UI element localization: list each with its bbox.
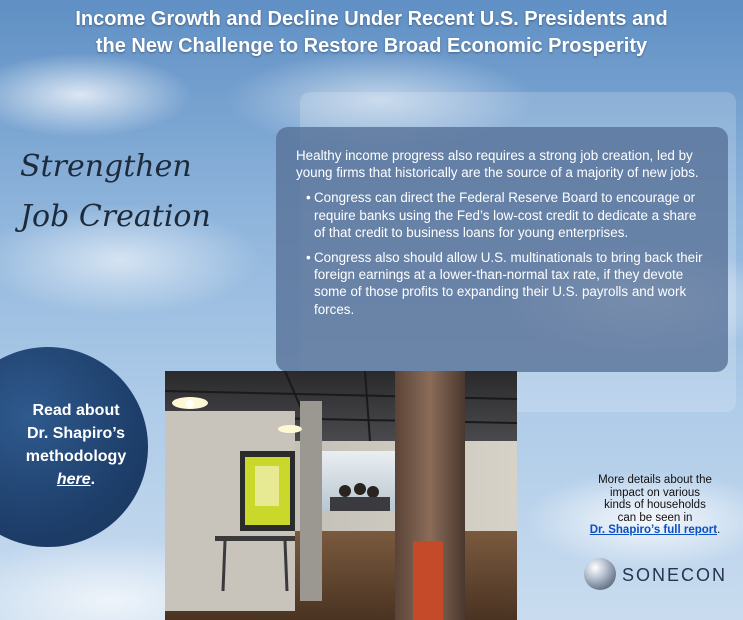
methodology-callout	[0, 347, 148, 547]
section-heading-line-1: Strengthen	[20, 149, 192, 184]
list-item-text: Congress also should allow U.S. multinationals to bring back their foreign earnings at a lower-than-normal tax rate, if they devote some of those profits to expanding their U.S. payrolls and work forces.	[314, 250, 703, 317]
section-heading-line-2: Job Creation	[20, 199, 211, 234]
details-line-5	[580, 524, 730, 537]
details-period: .	[717, 524, 721, 536]
office-photo-image	[165, 371, 517, 620]
page-title	[0, 6, 743, 60]
details-line-4: can be seen in	[617, 511, 693, 524]
details-line-3: kinds of households	[604, 499, 706, 511]
details-note	[580, 474, 730, 537]
recommendation-list	[296, 189, 706, 317]
logo-wordmark: SONECON	[622, 565, 728, 585]
methodology-period: .	[90, 471, 96, 488]
page-title-line-2: the New Challenge to Restore Broad Economic Prosperity	[95, 35, 648, 57]
bullet-icon: •	[306, 190, 311, 206]
panel-intro: Healthy income progress also requires a strong job creation, led by young firms that historically are the source of a majority of new jobs.	[296, 148, 699, 181]
methodology-line-2: Dr. Shapiro’s	[26, 425, 126, 442]
list-item	[306, 189, 706, 241]
list-item-text: Congress can direct the Federal Reserve Board to encourage or require banks using the Fed’s low-cost credit to dedicate a share of that credit to business loans for young enterprises.	[314, 190, 697, 240]
methodology-line-3: methodology	[25, 448, 127, 465]
methodology-line-4	[4, 468, 148, 491]
details-line-2: impact on various	[609, 486, 701, 499]
bullet-icon: •	[306, 250, 311, 266]
content-panel	[276, 127, 728, 372]
methodology-link[interactable]: here	[56, 471, 91, 488]
sonecon-logo	[584, 558, 734, 592]
section-heading	[20, 142, 260, 242]
list-item	[306, 249, 706, 318]
sphere-icon	[584, 558, 616, 590]
full-report-link[interactable]: Dr. Shapiro’s full report	[589, 524, 718, 536]
page-title-line-1: Income Growth and Decline Under Recent U.S. Presidents and	[75, 8, 668, 30]
details-line-1: More details about the	[598, 474, 712, 486]
methodology-line-1: Read about	[32, 402, 120, 419]
office-photo	[165, 371, 517, 620]
